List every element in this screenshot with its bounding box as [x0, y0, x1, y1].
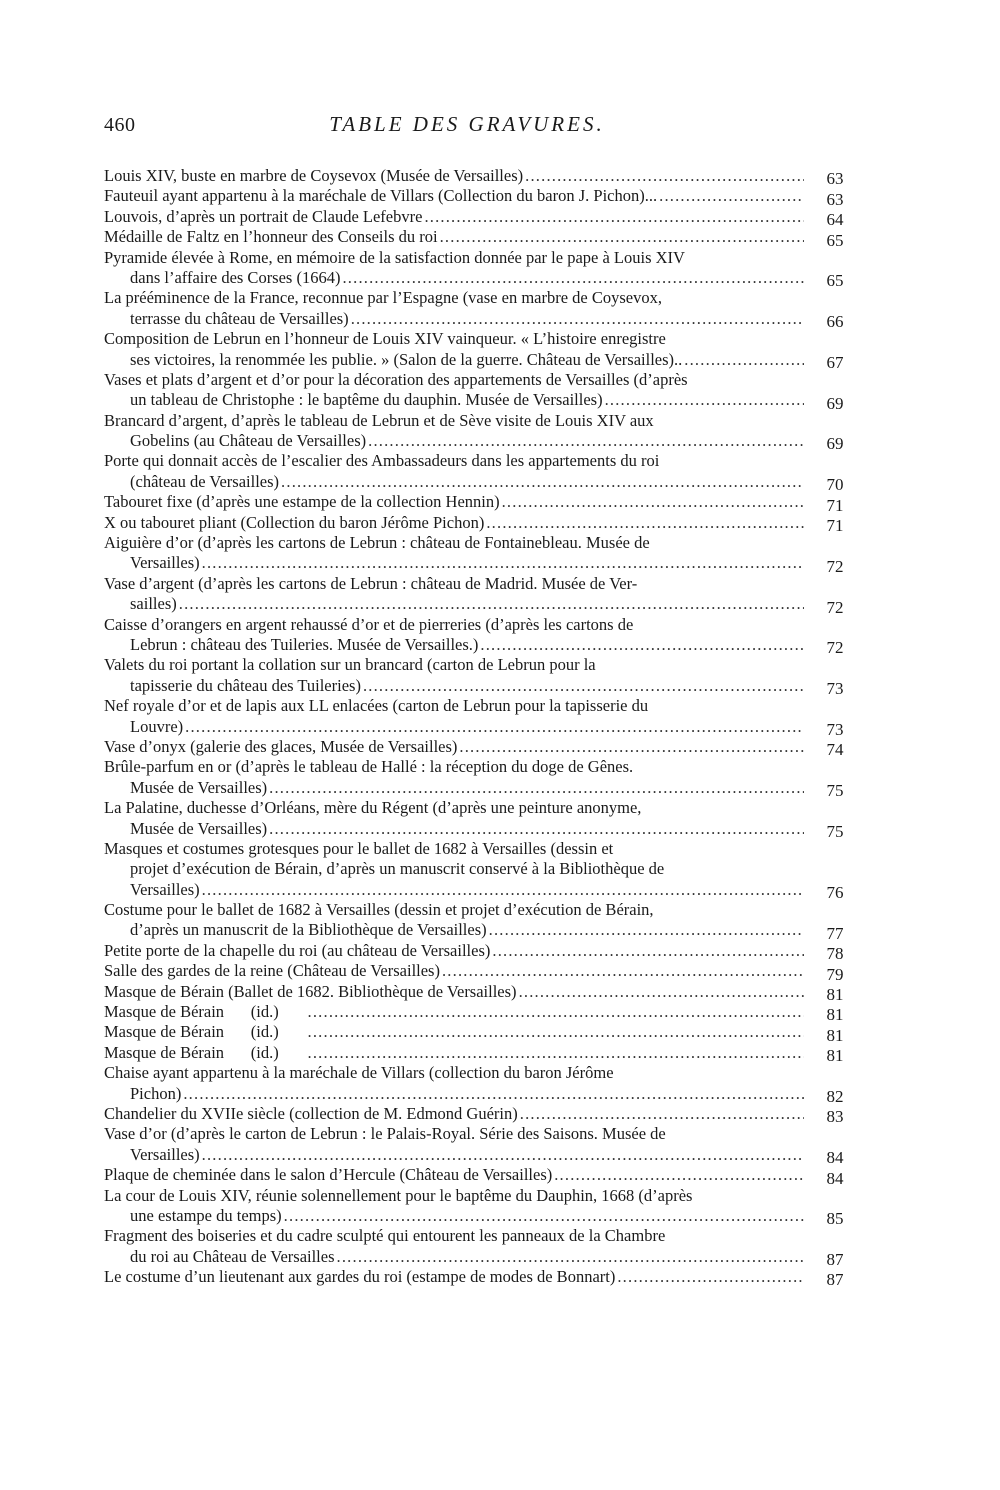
dot-leader [269, 819, 804, 839]
entry-line [104, 982, 804, 1002]
entry-text: La prééminence de la France, reconnue par l’Espagne (vase en marbre de Coysevox, [104, 288, 662, 308]
entry-page-number: 81 [826, 1005, 844, 1025]
entry-line [104, 594, 804, 614]
entry-text: Vases et plats d’argent et d’or pour la décoration des appartements de Versailles (d’après [104, 369, 688, 389]
entry-page-number: 70 [826, 475, 844, 495]
entry-line [104, 1124, 804, 1144]
entry-line [104, 472, 804, 492]
entry-line [104, 1145, 804, 1165]
entry-text: La Palatine, duchesse d’Orléans, mère du Régent (d’après une peinture anonyme, [104, 798, 642, 818]
entry-text: Vase d’argent (d’après les cartons de Lebrun : château de Madrid. Musée de Ver- [104, 573, 638, 593]
list-item [104, 329, 852, 370]
entry-line [104, 411, 804, 431]
list-item [104, 1002, 852, 1025]
entry-line [104, 961, 804, 981]
list-item [104, 206, 852, 230]
list-item [104, 981, 852, 1005]
entry-line [104, 1206, 804, 1226]
entry-text: une estampe du temps) [130, 1205, 282, 1225]
list-item [104, 574, 852, 615]
entry-text: Aiguière d’or (d’après les cartons de Lebrun : château de Fontainebleau. Musée de [104, 533, 650, 553]
entry-line [104, 1247, 804, 1267]
dot-leader [659, 186, 804, 206]
entry-text: Gobelins (au Château de Versailles) [130, 431, 367, 451]
dot-leader [492, 941, 804, 961]
entry-page-number: 72 [826, 597, 844, 617]
entry-text: d’après un manuscrit de la Bibliothèque de Versailles) [130, 920, 487, 940]
entry-text: un tableau de Christophe : le baptême du dauphin. Musée de Versailles) [130, 390, 603, 410]
dot-leader [342, 268, 804, 288]
entry-line [104, 839, 804, 859]
dot-leader [202, 553, 804, 573]
dot-leader [179, 594, 804, 614]
entry-text: Versailles) [130, 879, 200, 899]
entry-line [104, 370, 804, 390]
dot-leader [459, 737, 804, 757]
entry-line [104, 431, 804, 451]
entry-line [104, 941, 804, 961]
entry-page-number: 81 [826, 985, 844, 1005]
entry-line [104, 1267, 804, 1287]
entry-text: du roi au Château de Versailles [130, 1246, 335, 1266]
entry-page-number: 73 [826, 719, 844, 739]
list-item [104, 1124, 852, 1168]
list-item [104, 166, 852, 189]
list-item [104, 961, 852, 984]
entry-text: Le costume d’un lieutenant aux gardes du roi (estampe de modes de Bonnart) [104, 1267, 616, 1287]
entry-text: La cour de Louis XIV, réunie solennellement pour le baptême du Dauphin, 1668 (d’après [104, 1185, 693, 1205]
entry-page-number: 65 [826, 271, 844, 291]
dot-leader [486, 513, 804, 533]
dot-leader [489, 920, 804, 940]
entry-line [104, 696, 804, 716]
list-item [104, 736, 852, 760]
list-item [104, 512, 852, 536]
entry-text: Chaise ayant appartenu à la maréchale de Villars (collection du baron Jérôme [104, 1063, 614, 1083]
entry-line [104, 859, 804, 879]
entry-line [104, 451, 804, 471]
list-item [104, 1022, 852, 1045]
entry-page-number: 78 [826, 944, 844, 964]
entry-page-number: 83 [826, 1107, 844, 1127]
entry-line [104, 635, 804, 655]
entry-page-number: 74 [826, 740, 844, 760]
entry-line [104, 1022, 804, 1042]
entry-text: terrasse du château de Versailles) [130, 308, 349, 328]
entry-page-number: 71 [826, 495, 844, 515]
list-item [104, 757, 852, 801]
list-item [104, 798, 852, 839]
list-item [104, 1063, 852, 1104]
entry-page-number: 79 [826, 964, 844, 984]
entry-line [104, 207, 804, 227]
list-item [104, 655, 852, 699]
entry-text: Pyramide élevée à Rome, en mémoire de la satisfaction donnée par le pape à Louis XIV [104, 247, 685, 267]
list-item [104, 451, 852, 495]
entry-line [104, 1186, 804, 1206]
entry-page-number: 66 [826, 312, 844, 332]
entry-text: Louis XIV, buste en marbre de Coysevox (Musée de Versailles) [104, 166, 524, 185]
entry-page-number: 67 [826, 352, 844, 372]
entry-text: Brancard d’argent, d’après le tableau de Lebrun et de Sève visite de Louis XIV aux [104, 410, 654, 430]
entry-line [104, 1165, 804, 1185]
list-item [104, 900, 852, 941]
entry-text: Fauteuil ayant appartenu à la maréchale de Villars (Collection du baron J. Pichon)... [104, 186, 658, 206]
entry-text: Brûle-parfum en or (d’après le tableau de Hallé : la réception du doge de Gênes. [104, 757, 634, 777]
entry-line [104, 757, 804, 777]
entry-line [104, 1063, 804, 1083]
entry-text: Masque de Bérain [104, 1022, 225, 1042]
entry-line [104, 778, 804, 798]
entry-page-number: 85 [826, 1209, 844, 1229]
entry-page-number: 73 [826, 679, 844, 699]
dot-leader [281, 472, 804, 492]
entry-text: Caisse d’orangers en argent rehaussé d’or et de pierreries (d’après les cartons de [104, 614, 634, 634]
entry-line [104, 166, 804, 186]
entry-text: projet d’exécution de Bérain, d’après un manuscrit conservé à la Bibliothèque de [130, 859, 665, 879]
dot-leader [442, 961, 804, 981]
list-item [104, 1267, 852, 1290]
table-of-engravings [104, 166, 852, 1290]
entry-text: Louvre) [130, 716, 184, 736]
entry-line [104, 329, 804, 349]
entry-text: Pichon) [130, 1083, 182, 1103]
entry-text: Nef royale d’or et de lapis aux LL enlacées (carton de Lebrun pour la tapisserie du [104, 696, 649, 716]
list-item [104, 186, 852, 209]
entry-line [104, 1002, 804, 1022]
entry-text: Lebrun : château des Tuileries. Musée de Versailles.) [130, 634, 479, 654]
entry-page-number: 65 [826, 230, 844, 250]
list-item [104, 411, 852, 452]
dot-leader [424, 207, 804, 227]
entry-text: Salle des gardes de la reine (Château de Versailles) [104, 961, 440, 981]
dot-leader [440, 227, 804, 247]
entry-text: Versailles) [130, 553, 200, 573]
entry-line [104, 513, 804, 533]
entry-line [104, 655, 804, 675]
entry-page-number: 87 [826, 1250, 844, 1270]
entry-line [104, 248, 804, 268]
entry-line [104, 553, 804, 573]
list-item [104, 696, 852, 737]
entry-page-number: 72 [826, 556, 844, 576]
entry-line [104, 900, 804, 920]
entry-page-number: 69 [826, 393, 844, 413]
dot-leader [202, 880, 804, 900]
entry-line [104, 186, 804, 206]
entry-text: Masque de Bérain [104, 1042, 225, 1062]
entry-text: Composition de Lebrun en l’honneur de Louis XIV vainqueur. « L’histoire enregistre [104, 329, 666, 349]
entry-text: sailles) [130, 594, 177, 614]
entry-text: Vase d’or (d’après le carton de Lebrun : le Palais-Royal. Série des Saisons. Musée de [104, 1124, 666, 1144]
list-item [104, 1226, 852, 1270]
entry-line [104, 492, 804, 512]
entry-text: Masque de Bérain (Ballet de 1682. Bibliothèque de Versailles) [104, 981, 517, 1001]
dot-leader [519, 982, 804, 1002]
dot-leader [520, 1104, 804, 1124]
entry-line [104, 1084, 804, 1104]
list-item [104, 248, 852, 289]
entry-text: dans l’affaire des Corses (1664) [130, 267, 341, 287]
entry-line [104, 1043, 804, 1063]
entry-text: Petite porte de la chapelle du roi (au château de Versailles) [104, 940, 491, 960]
entry-text: Musée de Versailles) [130, 818, 268, 838]
list-item [104, 370, 852, 411]
entry-text: Versailles) [130, 1144, 200, 1164]
idem-marker: (id.) [250, 1002, 279, 1022]
entry-line [104, 350, 804, 370]
list-item [104, 533, 852, 574]
dot-leader [269, 778, 804, 798]
page-header [104, 112, 830, 142]
entry-line [104, 819, 804, 839]
dot-leader [308, 1002, 804, 1022]
list-item [104, 288, 852, 332]
entry-line [104, 268, 804, 288]
entry-line [104, 880, 804, 900]
entry-page-number: 84 [826, 1148, 844, 1168]
entry-line [104, 798, 804, 818]
idem-marker: (id.) [250, 1022, 279, 1042]
entry-text: Plaque de cheminée dans le salon d’Hercule (Château de Versailles) [104, 1165, 553, 1185]
dot-leader [554, 1165, 804, 1185]
dot-leader [308, 1022, 804, 1042]
entry-text: Costume pour le ballet de 1682 à Versailles (dessin et projet d’exécution de Bérain, [104, 900, 654, 920]
list-item [104, 838, 852, 903]
entry-line [104, 390, 804, 410]
dot-leader [363, 676, 804, 696]
entry-page-number: 87 [826, 1270, 844, 1290]
dot-leader [525, 166, 804, 186]
list-item [104, 1165, 852, 1188]
entry-text: Fragment des boiseries et du cadre sculpté qui entourent les panneaux de la Chambre [104, 1226, 666, 1246]
entry-text: Médaille de Faltz en l’honneur des Conseils du roi [104, 227, 438, 247]
entry-text: Masque de Bérain [104, 1002, 225, 1022]
entry-page-number: 72 [826, 638, 844, 658]
page-number: 460 [104, 114, 136, 136]
entry-page-number: 77 [826, 923, 844, 943]
list-item [104, 615, 852, 656]
list-item [104, 227, 852, 250]
list-item [104, 1042, 852, 1066]
dot-leader [308, 1043, 804, 1063]
entry-page-number: 69 [826, 434, 844, 454]
entry-page-number: 81 [826, 1046, 844, 1066]
entry-text: Tabouret fixe (d’après une estampe de la collection Hennin) [104, 492, 500, 512]
dot-leader [684, 350, 804, 370]
entry-line [104, 920, 804, 940]
entry-page-number: 63 [826, 169, 844, 189]
entry-text: Valets du roi portant la collation sur un brancard (carton de Lebrun pour la [104, 655, 596, 675]
entry-text: X ou tabouret pliant (Collection du baron Jérôme Pichon) [104, 512, 485, 532]
entry-page-number: 63 [826, 189, 844, 209]
entry-line [104, 676, 804, 696]
list-item [104, 492, 852, 515]
entry-line [104, 288, 804, 308]
entry-page-number: 84 [826, 1168, 844, 1188]
dot-leader [284, 1206, 804, 1226]
entry-page-number: 75 [826, 781, 844, 801]
entry-text: Louvois, d’après un portrait de Claude Lefebvre [104, 206, 423, 226]
dot-leader [183, 1084, 804, 1104]
dot-leader [368, 431, 804, 451]
dot-leader [202, 1145, 804, 1165]
entry-page-number: 81 [826, 1025, 844, 1045]
entry-line [104, 227, 804, 247]
dot-leader [337, 1247, 804, 1267]
entry-text: Porte qui donnait accès de l’escalier des Ambassadeurs dans les appartements du roi [104, 451, 660, 471]
entry-text: Musée de Versailles) [130, 777, 268, 797]
entry-line [104, 1104, 804, 1124]
entry-line [104, 717, 804, 737]
entry-text: Masques et costumes grotesques pour le ballet de 1682 à Versailles (dessin et [104, 838, 614, 858]
dot-leader [502, 492, 804, 512]
entry-page-number: 82 [826, 1086, 844, 1106]
entry-text: ses victoires, la renommée les publie. » (Salon de la guerre. Château de Versailles).. [130, 349, 683, 369]
dot-leader [605, 390, 804, 410]
entry-line [104, 615, 804, 635]
entry-page-number: 71 [826, 516, 844, 536]
entry-page-number: 76 [826, 883, 844, 903]
dot-leader [480, 635, 804, 655]
entry-line [104, 533, 804, 553]
idem-marker: (id.) [250, 1042, 279, 1062]
dot-leader [351, 309, 804, 329]
entry-page-number: 75 [826, 821, 844, 841]
dot-leader [617, 1267, 804, 1287]
entry-line [104, 737, 804, 757]
entry-line [104, 309, 804, 329]
dot-leader [185, 717, 804, 737]
entry-text: Chandelier du XVIIe siècle (collection de M. Edmond Guérin) [104, 1103, 518, 1123]
entry-page-number: 64 [826, 210, 844, 230]
entry-text: tapisserie du château des Tuileries) [130, 675, 361, 695]
entry-line [104, 1226, 804, 1246]
entry-text: (château de Versailles) [130, 471, 280, 491]
running-title: TABLE DES GRAVURES. [329, 112, 605, 136]
list-item [104, 1186, 852, 1227]
list-item [104, 1103, 852, 1127]
list-item [104, 940, 852, 964]
entry-text: Vase d’onyx (galerie des glaces, Musée de Versailles) [104, 736, 458, 756]
entry-line [104, 574, 804, 594]
